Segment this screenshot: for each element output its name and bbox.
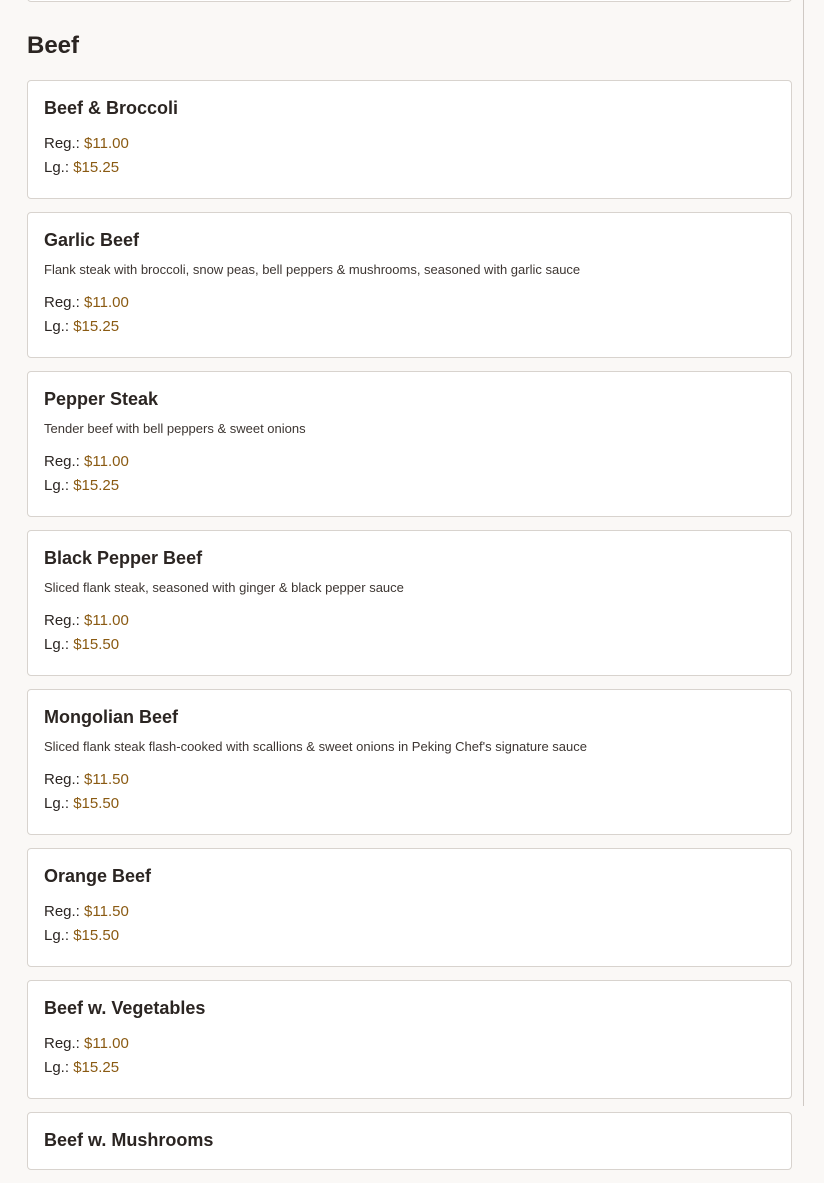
regular-price-label: Reg.: (44, 612, 80, 629)
regular-price-value: $11.00 (84, 1035, 129, 1052)
regular-price-row (44, 450, 775, 474)
menu-item-card[interactable] (27, 371, 792, 517)
menu-item-description: Tender beef with bell peppers & sweet onions (44, 421, 306, 436)
large-price-value: $15.50 (73, 636, 120, 653)
large-price-value: $15.25 (73, 477, 120, 494)
menu-item-card[interactable] (27, 689, 792, 835)
menu-item-description: Sliced flank steak, seasoned with ginger & black pepper sauce (44, 580, 404, 595)
regular-price-row (44, 900, 775, 924)
menu-item-prices (44, 291, 775, 339)
previous-section-card (27, 0, 792, 2)
large-price-row (44, 315, 775, 339)
menu-item-description: Flank steak with broccoli, snow peas, bell peppers & mushrooms, seasoned with garlic sauce (44, 262, 581, 277)
large-price-label: Lg.: (44, 795, 70, 812)
large-price-row (44, 633, 775, 657)
regular-price-value: $11.00 (84, 453, 129, 470)
large-price-label: Lg.: (44, 477, 70, 494)
menu-content (27, 0, 792, 1183)
menu-item-prices (44, 1032, 775, 1080)
regular-price-label: Reg.: (44, 1035, 80, 1052)
regular-price-row (44, 768, 775, 792)
menu-item-name: Orange Beef (44, 866, 152, 886)
regular-price-value: $11.50 (84, 903, 129, 920)
regular-price-label: Reg.: (44, 771, 80, 788)
large-price-value: $15.25 (73, 159, 120, 176)
menu-item-prices (44, 768, 775, 816)
menu-item-prices (44, 609, 775, 657)
large-price-value: $15.25 (73, 1059, 120, 1076)
regular-price-label: Reg.: (44, 453, 80, 470)
regular-price-row (44, 1032, 775, 1056)
regular-price-value: $11.50 (84, 771, 129, 788)
large-price-label: Lg.: (44, 159, 70, 176)
menu-item-card[interactable] (27, 980, 792, 1099)
section-title: Beef (27, 32, 80, 59)
menu-item-card[interactable] (27, 530, 792, 676)
large-price-value: $15.25 (73, 318, 120, 335)
menu-item-card[interactable] (27, 212, 792, 358)
regular-price-value: $11.00 (84, 612, 129, 629)
menu-item-description: Sliced flank steak flash-cooked with scallions & sweet onions in Peking Chef's signature sauce (44, 739, 587, 754)
regular-price-label: Reg.: (44, 135, 80, 152)
large-price-label: Lg.: (44, 927, 70, 944)
menu-item-prices (44, 450, 775, 498)
large-price-row (44, 924, 775, 948)
large-price-value: $15.50 (73, 795, 120, 812)
large-price-row (44, 1056, 775, 1080)
regular-price-value: $11.00 (84, 294, 129, 311)
menu-item-name: Garlic Beef (44, 230, 140, 250)
menu-item-name: Pepper Steak (44, 389, 159, 409)
menu-item-name: Mongolian Beef (44, 707, 178, 727)
regular-price-row (44, 609, 775, 633)
regular-price-value: $11.00 (84, 135, 129, 152)
regular-price-label: Reg.: (44, 903, 80, 920)
large-price-value: $15.50 (73, 927, 120, 944)
regular-price-row (44, 132, 775, 156)
menu-item-card[interactable] (27, 848, 792, 967)
menu-item-card[interactable] (27, 1112, 792, 1170)
regular-price-label: Reg.: (44, 294, 80, 311)
large-price-label: Lg.: (44, 636, 70, 653)
menu-item-prices (44, 900, 775, 948)
menu-item-name: Beef w. Mushrooms (44, 1130, 214, 1150)
menu-item-card[interactable] (27, 80, 792, 199)
menu-item-prices (44, 132, 775, 180)
menu-item-list (27, 80, 792, 1170)
large-price-label: Lg.: (44, 318, 70, 335)
large-price-row (44, 792, 775, 816)
menu-item-name: Black Pepper Beef (44, 548, 203, 568)
menu-item-name: Beef w. Vegetables (44, 998, 206, 1018)
large-price-row (44, 156, 775, 180)
regular-price-row (44, 291, 775, 315)
scrollbar-track[interactable] (803, 0, 804, 1106)
large-price-label: Lg.: (44, 1059, 70, 1076)
menu-item-name: Beef & Broccoli (44, 98, 179, 118)
large-price-row (44, 474, 775, 498)
